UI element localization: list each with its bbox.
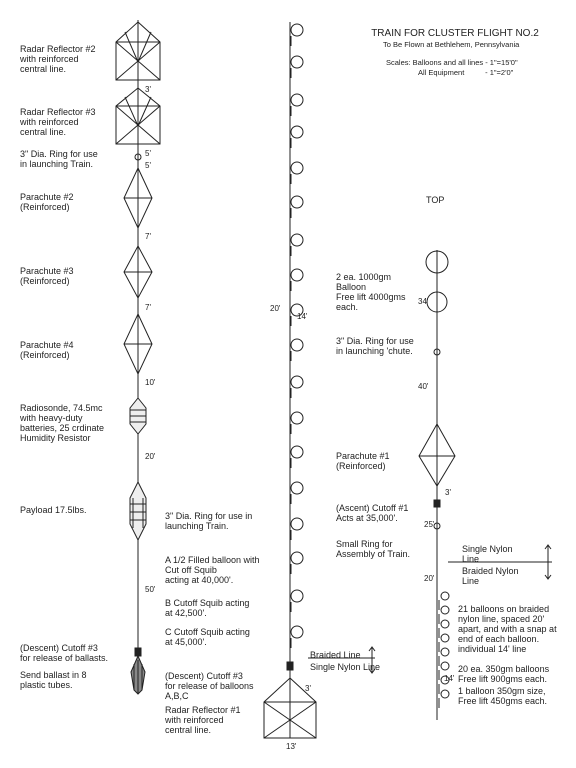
mid-balloon-18: [291, 626, 303, 638]
label-payload: Payload 17.5lbs.: [20, 505, 87, 515]
ascent-cutoff-1: [434, 500, 440, 507]
cluster-balloon-4: [441, 634, 449, 642]
label-mid-descent-cutoff: (Descent) Cutoff #3 for release of balloons A,B,C: [165, 671, 254, 701]
label-balloon-a: A 1/2 Filled balloon with Cut off Squib acting at 40,000'.: [165, 555, 260, 585]
dim-50ft: 50': [145, 585, 156, 594]
mid-balloon-11: [291, 376, 303, 388]
mid-balloon-3: [291, 94, 303, 106]
mid-balloon-16: [291, 552, 303, 564]
mid-balloon-15: [291, 518, 303, 530]
dim-mid-3ft: 3': [305, 684, 311, 693]
ballast: [131, 656, 145, 694]
cluster-balloon-2: [441, 606, 449, 614]
dim-10ft: 10': [145, 378, 156, 387]
label-parachute-3: Parachute #3 (Reinforced): [20, 266, 74, 286]
dim-right-20ft: 20': [424, 574, 435, 583]
mid-balloon-13: [291, 446, 303, 458]
radar-reflector-3: [116, 88, 160, 144]
label-parachute-2: Parachute #2 (Reinforced): [20, 192, 74, 212]
label-radar-reflector-1: Radar Reflector #1 with reinforced central line.: [165, 705, 241, 735]
diagram-title: TRAIN FOR CLUSTER FLIGHT NO.2: [371, 28, 539, 39]
mid-balloon-5: [291, 162, 303, 174]
dim-right-14ft: 14': [444, 674, 455, 683]
cluster-balloon-5: [441, 648, 449, 656]
label-squib-c: C Cutoff Squib acting at 45,000'.: [165, 627, 250, 647]
label-1000gm-balloons: 2 ea. 1000gm Balloon Free lift 4000gms each.: [336, 272, 406, 312]
label-mid-launch-ring: 3" Dia. Ring for use in launching Train.: [165, 511, 253, 531]
cluster-balloon-1: [441, 592, 449, 600]
mid-balloon-14: [291, 482, 303, 494]
mid-balloon-17: [291, 590, 303, 602]
mid-cutoff-3: [287, 662, 293, 670]
label-radar-reflector-2: Radar Reflector #2 with reinforced central line.: [20, 44, 96, 74]
dim-right-34ft: 34': [418, 297, 429, 306]
payload: [130, 482, 146, 540]
dim-5ft-a: 5': [145, 149, 151, 158]
cluster-balloons: [439, 592, 449, 708]
dim-7ft-b: 7': [145, 303, 151, 312]
mid-balloon-2: [291, 56, 303, 68]
label-parachute-1: Parachute #1 (Reinforced): [336, 451, 390, 471]
dim-5ft-b: 5': [145, 161, 151, 170]
label-chute-ring: 3" Dia. Ring for use in launching 'chute.: [336, 336, 414, 356]
label-ballast: Send ballast in 8 plastic tubes.: [20, 670, 87, 690]
cluster-balloon-6: [441, 662, 449, 670]
label-cluster-balloons: 21 balloons on braided nylon line, spaced 20' apart, and with a snap at end of each balloon. individual 14' line: [458, 604, 557, 654]
diagram-subtitle: To Be Flown at Bethlehem, Pennsylvania: [383, 40, 520, 49]
cluster-balloon-3: [441, 620, 449, 628]
mid-balloon-8: [291, 269, 303, 281]
dim-mid-13ft: 13': [286, 742, 297, 751]
label-braided-nylon: Braided Nylon Line: [462, 566, 519, 586]
dim-right-25ft: 25': [424, 520, 435, 529]
label-parachute-4: Parachute #4 (Reinforced): [20, 340, 74, 360]
dim-right-3ft: 3': [445, 488, 451, 497]
label-single-nylon: Single Nylon Line: [462, 544, 513, 564]
label-single-balloon: 1 balloon 350gm size, Free lift 450gms each.: [458, 686, 548, 706]
scales-line-2: All Equipment - 1"=2'0": [418, 68, 514, 77]
mid-balloon-4: [291, 126, 303, 138]
label-launch-ring: 3" Dia. Ring for use in launching Train.: [20, 149, 98, 169]
label-350gm-balloons: 20 ea. 350gm balloons Free lift 900gms each.: [458, 664, 550, 684]
label-small-ring: Small Ring for Assembly of Train.: [336, 539, 411, 559]
label-radiosonde: Radiosonde, 74.5mc with heavy-duty batteries, 25 crdinate Humidity Resistor: [20, 403, 105, 443]
mid-balloon-10: [291, 339, 303, 351]
mid-balloon-7: [291, 234, 303, 246]
dim-3ft: 3': [145, 85, 151, 94]
scales-line-1: Scales: Balloons and all lines - 1"=15'0": [386, 58, 518, 67]
radiosonde: [130, 398, 146, 434]
radar-reflector-2: [116, 22, 160, 80]
mid-balloon-6: [291, 196, 303, 208]
label-top: TOP: [426, 195, 445, 205]
dim-7ft-a: 7': [145, 232, 151, 241]
label-ascent-cutoff-1: (Ascent) Cutoff #1 Acts at 35,000'.: [336, 503, 409, 523]
label-squib-b: B Cutoff Squib acting at 42,500'.: [165, 598, 250, 618]
label-descent-cutoff-3: (Descent) Cutoff #3 for release of ballasts.: [20, 643, 109, 663]
middle-balloons: [291, 24, 303, 648]
label-braided-line: Braided Line: [310, 650, 361, 660]
parachute-1: [419, 424, 455, 486]
label-single-nylon-line: Single Nylon Line: [310, 662, 381, 672]
dim-right-40ft: 40': [418, 382, 429, 391]
mid-balloon-12: [291, 412, 303, 424]
dim-20ft: 20': [145, 452, 156, 461]
cluster-balloon-8: [441, 690, 449, 698]
dim-mid-14ft: 14': [297, 312, 308, 321]
mid-balloon-1: [291, 24, 303, 36]
label-radar-reflector-3: Radar Reflector #3 with reinforced central line.: [20, 107, 96, 137]
dim-mid-20ft: 20': [270, 304, 281, 313]
